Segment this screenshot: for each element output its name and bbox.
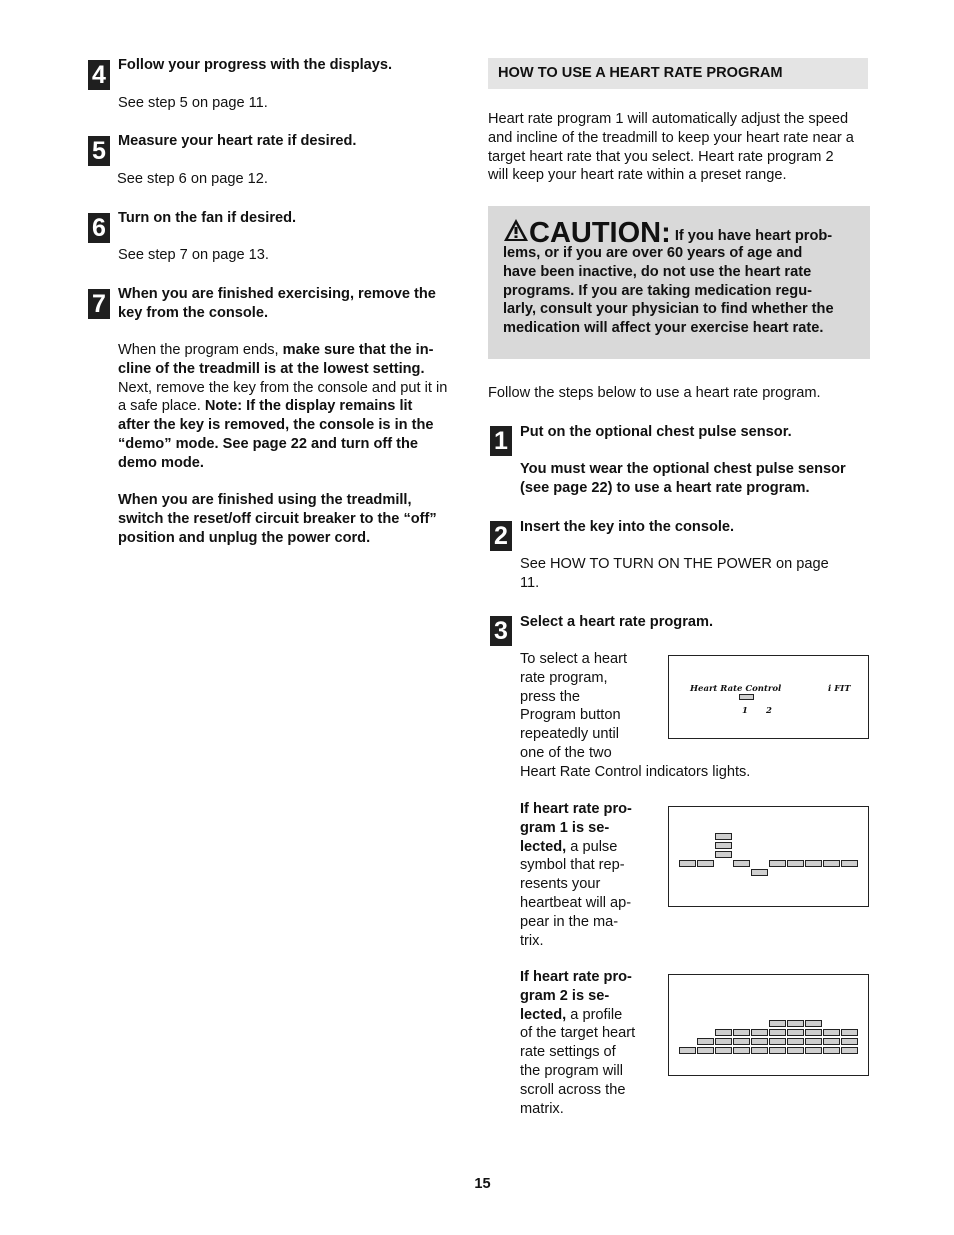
matrix-cell (805, 1038, 822, 1045)
step-number-badge: 7 (88, 289, 110, 319)
section-title: HOW TO USE A HEART RATE PROGRAM (498, 65, 783, 81)
matrix-cell (769, 1047, 786, 1054)
indicator-light (739, 694, 754, 700)
section-heading-box (488, 58, 868, 89)
step-body: See step 6 on page 12. (117, 171, 268, 187)
matrix-cell (823, 860, 840, 867)
caution-text: have been inactive, do not use the heart rate (503, 263, 812, 280)
matrix-cell (715, 1047, 732, 1054)
matrix-cell (715, 842, 732, 849)
matrix-cell (697, 1047, 714, 1054)
step-number-badge: 1 (490, 426, 512, 456)
heart-rate-control-display (668, 655, 869, 739)
matrix-cell (787, 1029, 804, 1036)
matrix-cell (751, 869, 768, 876)
matrix-cell (769, 1038, 786, 1045)
step-number-badge: 6 (88, 213, 110, 243)
step-body: See HOW TO TURN ON THE POWER on page 11. (520, 556, 829, 591)
step-body: See step 7 on page 13. (118, 247, 269, 263)
caution-box (488, 206, 870, 359)
matrix-cell (733, 1029, 750, 1036)
matrix-cell (679, 860, 696, 867)
step-body: See step 5 on page 11. (118, 95, 268, 111)
matrix-cell (733, 1038, 750, 1045)
program1-text: If heart rate pro- gram 1 is se- lected, a pulse symbol that rep- resents your heartbeat will ap- pear in the ma- trix. (520, 801, 632, 949)
follow-steps-text: Follow the steps below to use a heart rate program. (488, 385, 821, 401)
step-heading: When you are finished exercising, remove the (118, 286, 436, 302)
matrix-cell (787, 1047, 804, 1054)
matrix-cell (787, 1038, 804, 1045)
matrix-cell (787, 860, 804, 867)
step-heading: Select a heart rate program. (520, 614, 714, 630)
indicator-number: 1 (742, 706, 748, 716)
step-heading: Measure your heart rate if desired. (118, 133, 357, 149)
matrix-cell (751, 1047, 768, 1054)
matrix-cell (841, 860, 858, 867)
caution-text: If you have heart prob- (674, 228, 833, 244)
page-number: 15 (474, 1176, 491, 1192)
profile-matrix-display (668, 974, 869, 1076)
program2-text: If heart rate pro- gram 2 is se- lected, a profile of the target heart rate settings of the program will scroll across the matrix. (520, 969, 636, 1117)
matrix-cell (697, 860, 714, 867)
matrix-cell (733, 1047, 750, 1054)
step-heading: Put on the optional chest pulse sensor. (520, 424, 792, 440)
intro-paragraph: Heart rate program 1 will automatically adjust the speed and incline of the treadmill to keep your heart rate near a target heart rate that you select. Heart rate program 2 will keep your heart rate within a preset range. (488, 111, 854, 184)
heart-rate-control-label: Heart Rate Control (690, 684, 782, 694)
step-number-badge: 3 (490, 616, 512, 646)
caution-label: CAUTION: (529, 217, 671, 249)
step-heading: Follow your progress with the displays. (118, 57, 393, 73)
matrix-cell (715, 851, 732, 858)
matrix-cell (823, 1047, 840, 1054)
caution-text: lems, or if you are over 60 years of age and (503, 245, 803, 261)
matrix-cell (697, 1038, 714, 1045)
warning-triangle-icon (503, 218, 529, 242)
matrix-cell (679, 1047, 696, 1054)
matrix-cell (805, 1047, 822, 1054)
select-program-text: To select a heart rate program, press the Program button repeatedly until one of the two Heart Rate Control indicators lights. (520, 651, 751, 780)
matrix-cell (769, 1029, 786, 1036)
matrix-cell (715, 1038, 732, 1045)
step-number-badge: 5 (88, 136, 110, 166)
step-heading: Turn on the fan if desired. (118, 210, 297, 226)
ifit-label: i FIT (828, 684, 851, 694)
step7-warning-paragraph: When you are finished using the treadmill, switch the reset/off circuit breaker to the “off” position and unplug the power cord. (118, 492, 437, 546)
matrix-cell (733, 860, 750, 867)
matrix-cell (805, 1029, 822, 1036)
caution-text: medication will affect your exercise heart rate. (503, 320, 824, 337)
matrix-cell (787, 1020, 804, 1027)
matrix-cell (715, 1029, 732, 1036)
matrix-cell (805, 1020, 822, 1027)
matrix-cell (841, 1038, 858, 1045)
matrix-cell (841, 1047, 858, 1054)
matrix-cell (841, 1029, 858, 1036)
caution-text: larly, consult your physician to find whether the (503, 301, 834, 318)
matrix-cell (751, 1029, 768, 1036)
matrix-cell (823, 1029, 840, 1036)
matrix-cell (805, 860, 822, 867)
step7-paragraph: When the program ends, make sure that the in- cline of the treadmill is at the lowest setting. Next, remove the key from the console and put it in a safe place. Note: If the display remains lit after the key is removed, the console is in the “demo” mode. See page 22 and turn off the demo mode. (118, 342, 448, 471)
step-number-badge: 4 (88, 60, 110, 90)
indicator-number: 2 (766, 706, 772, 716)
matrix-cell (769, 1020, 786, 1027)
step-heading: Insert the key into the console. (520, 519, 735, 535)
matrix-cell (823, 1038, 840, 1045)
matrix-cell (751, 1038, 768, 1045)
step-body: You must wear the optional chest pulse sensor (see page 22) to use a heart rate program. (520, 461, 846, 496)
caution-text: programs. If you are taking medication regu- (503, 282, 812, 299)
pulse-matrix-display (668, 806, 869, 907)
step-heading: key from the console. (118, 305, 269, 321)
matrix-cell (769, 860, 786, 867)
step-number-badge: 2 (490, 521, 512, 551)
matrix-cell (715, 833, 732, 840)
